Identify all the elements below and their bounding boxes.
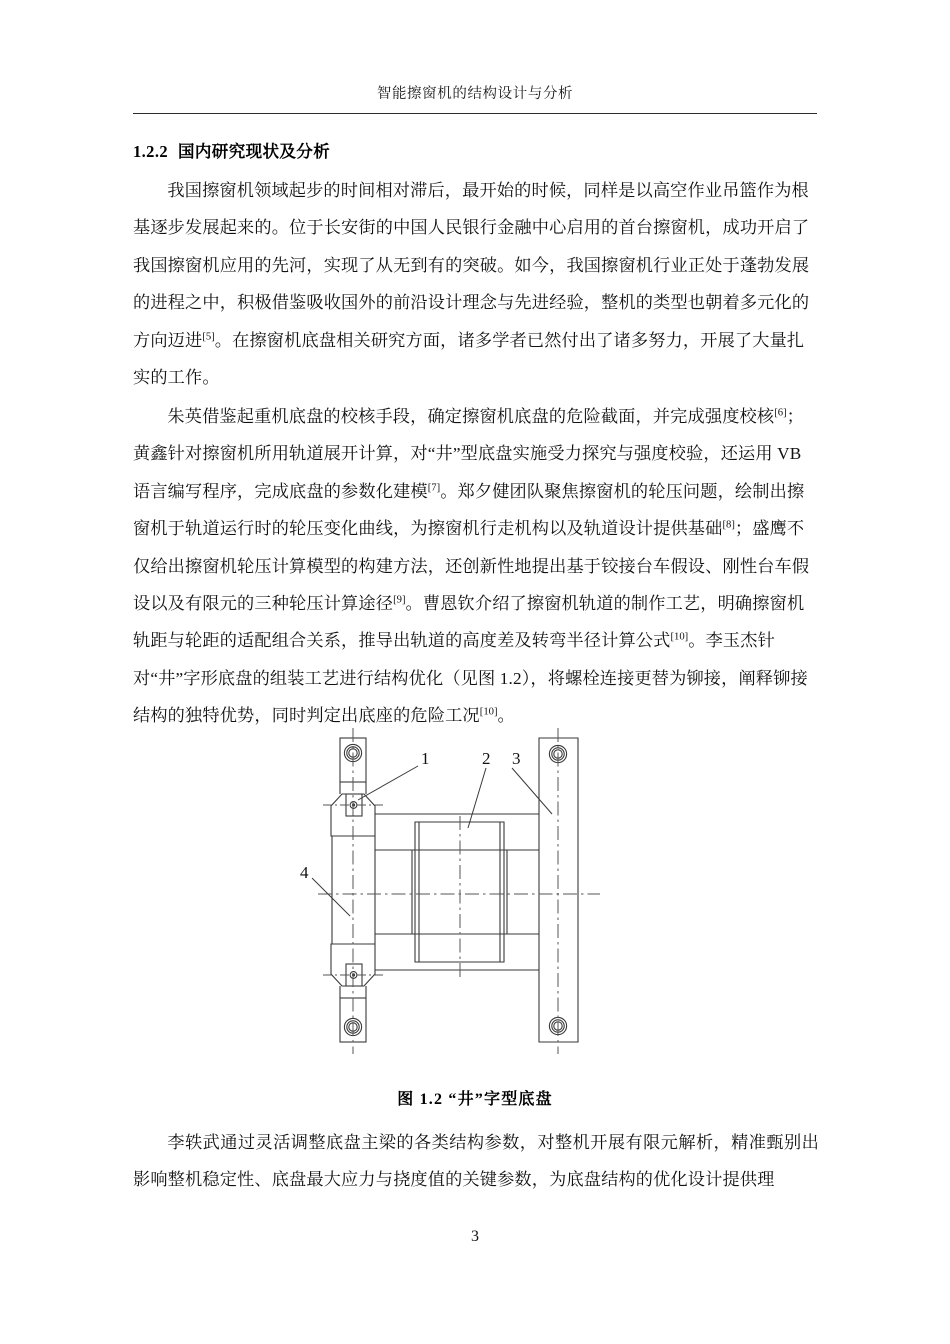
section-heading (133, 138, 817, 162)
p2-segment-e: 。曹恩钦介绍了擦窗机轨道的制作工艺，明确擦窗机轨距与轮距的适配组合关系，推导出轨道的高度差及转弯半径计算公式 (133, 594, 805, 651)
leader-line-3 (512, 768, 552, 814)
paragraph-li-yiwu-analysis (133, 1124, 819, 1199)
p2-segment-f: 。李玉杰针对“井”字形底盘的组装工艺进行结构优化（见图 1.2），将螺栓连接更替为铆接，阐释铆接结构的独特优势，同时判定出底座的危险工况 (133, 631, 808, 726)
leader-line-4 (312, 878, 350, 916)
citation-ref-7: [7] (427, 482, 441, 494)
running-header-text: 智能擦窗机的结构设计与分析 (376, 86, 574, 102)
p2-segment-b: ；黄鑫针对擦窗机所用轨道展开计算，对“井”型底盘实施受力探究与强度校验，还运用 VB 语言编写程序，完成底盘的参数化建模 (133, 407, 804, 501)
section-heading-title: 国内研究现状及分析 (178, 142, 331, 161)
paragraph-domestic-research-intro (133, 172, 819, 396)
p2-segment-a: 朱英借鉴起重机底盘的校核手段，确定擦窗机底盘的危险截面，并完成强度校核 (167, 407, 775, 426)
citation-ref-10a: [10] (670, 631, 689, 643)
p3-segment-a: 李轶武通过灵活调整底盘主梁的各类结构参数，对整机开展有限元解析，精准甄别出影响整机稳定性、底盘最大应力与挠度值的关键参数，为底盘结构的优化设计提供理 (133, 1133, 819, 1190)
citation-ref-6: [6] (774, 407, 787, 419)
p1-segment-b: 。在擦窗机底盘相关研究方面，诸多学者已然付出了诸多努力，开展了大量扎实的工作。 (133, 330, 805, 388)
citation-ref-5: [5] (202, 330, 215, 342)
p1-segment-a: 我国擦窗机领域起步的时间相对滞后，最开始的时候，同样是以高空作业吊篮作为根基逐步发展起来的。位于长安街的中国人民银行金融中心启用的首台擦窗机，成功开启了我国擦窗机应用的先河，实现了从无到有的突破。如今，我国擦窗机行业正处于蓬勃发展的进程之中，积极借鉴吸收国外的前沿设计理念与先进经验，整机的类型也朝着多元化的方向迈进 (133, 181, 810, 350)
paragraph-text (133, 398, 819, 735)
paragraph-text (133, 172, 819, 396)
section-heading-number: 1.2.2 (133, 142, 168, 161)
leader-line-2 (468, 768, 486, 828)
paragraph-text (133, 1124, 819, 1199)
citation-ref-9: [9] (393, 594, 406, 606)
p2-segment-g: 。 (497, 706, 515, 726)
centerlines (318, 728, 600, 1054)
running-header (133, 84, 817, 104)
header-divider-rule (133, 113, 817, 114)
figure-well-type-chassis-drawing (290, 726, 690, 1086)
p2-segment-c: 。郑夕健团队聚焦擦窗机的轮压问题，绘制出擦窗机于轨道运行时的轮压变化曲线，为擦窗机行走机构以及轨道设计提供基础 (133, 481, 805, 539)
page-number: 3 (471, 1228, 479, 1245)
callout-number-3: 3 (512, 749, 521, 768)
paragraph-literature-review (133, 398, 819, 735)
leader-line-1 (358, 766, 418, 800)
callout-number-2: 2 (482, 749, 491, 768)
callout-number-4: 4 (300, 863, 309, 882)
callout-number-1: 1 (421, 749, 430, 768)
chassis-technical-drawing-svg (290, 726, 690, 1086)
callout-numbers (300, 749, 521, 882)
figure-caption: 图 1.2 “井”字型底盘 (397, 1091, 553, 1108)
citation-ref-8: [8] (722, 519, 735, 531)
citation-ref-10b: [10] (479, 706, 498, 718)
p2-segment-d: ；盛鹰不仅给出擦窗机轮压计算模型的构建方法，还创新性地提出基于铰接台车假设、刚性台车假设以及有限元的三种轮压计算途径 (133, 519, 810, 614)
